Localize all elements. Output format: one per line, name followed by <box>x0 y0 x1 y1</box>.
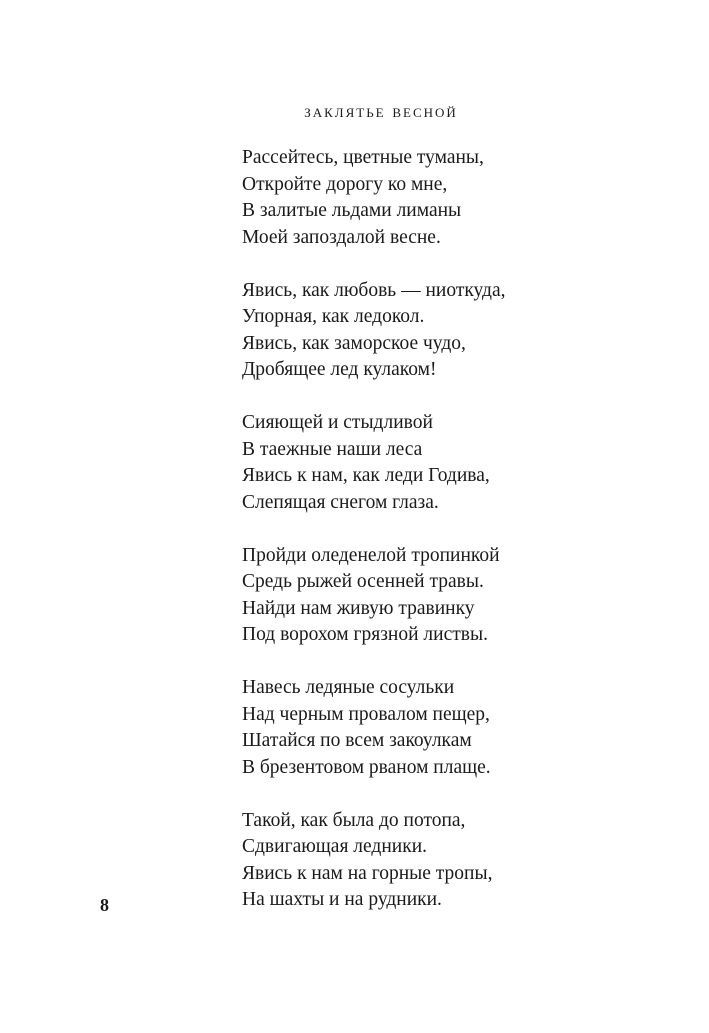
poem-line: Слепящая снегом глаза. <box>242 491 439 513</box>
poem-line: Явись, как любовь — ниоткуда, <box>242 279 506 301</box>
poem-line: В таежные наши леса <box>242 438 423 460</box>
poem-line: Моей запоздалой весне. <box>242 226 441 248</box>
poem-line: Средь рыжей осенней травы. <box>242 571 484 592</box>
poem-line: Над черным провалом пещер, <box>242 703 490 725</box>
poem-body <box>242 145 682 940</box>
poem-line: Явись к нам, как леди Годива, <box>242 465 490 486</box>
stanza-1 <box>242 145 682 251</box>
poem-line: Такой, как была до потопа, <box>242 809 466 831</box>
poem-line: Навесь ледяные сосульки <box>242 677 455 698</box>
stanza-5 <box>242 675 682 781</box>
poem-line: Явись к нам на горные тропы, <box>242 862 493 884</box>
stanza-6 <box>242 808 682 914</box>
poem-line: В залитые льдами лиманы <box>242 200 462 221</box>
stanza-3 <box>242 410 682 516</box>
poem-line: Сияющей и стыдливой <box>242 412 433 433</box>
poem-line: Пройди оледенелой тропинкой <box>242 544 500 566</box>
poem-line: Рассейтесь, цветные туманы, <box>242 147 484 168</box>
page-number: 8 <box>100 895 109 915</box>
poem-line: Откройте дорогу ко мне, <box>242 173 448 195</box>
stanza-2 <box>242 278 682 384</box>
stanza-4 <box>242 543 682 649</box>
poem-line: Найди нам живую травинку <box>242 597 475 619</box>
poem-title: заклятье весной <box>304 101 458 122</box>
poem-line: В брезентовом рваном плаще. <box>242 756 491 778</box>
poem-line: Дробящее лед кулаком! <box>242 359 437 380</box>
poem-line: Шатайся по всем закоулкам <box>242 730 472 751</box>
poem-line: Под ворохом грязной листвы. <box>242 624 488 645</box>
poem-line: Явись, как заморское чудо, <box>242 332 466 354</box>
poem-line: Сдвигающая ледники. <box>242 836 428 857</box>
poem-line: На шахты и на рудники. <box>242 889 442 910</box>
poem-line: Упорная, как ледокол. <box>242 306 425 327</box>
